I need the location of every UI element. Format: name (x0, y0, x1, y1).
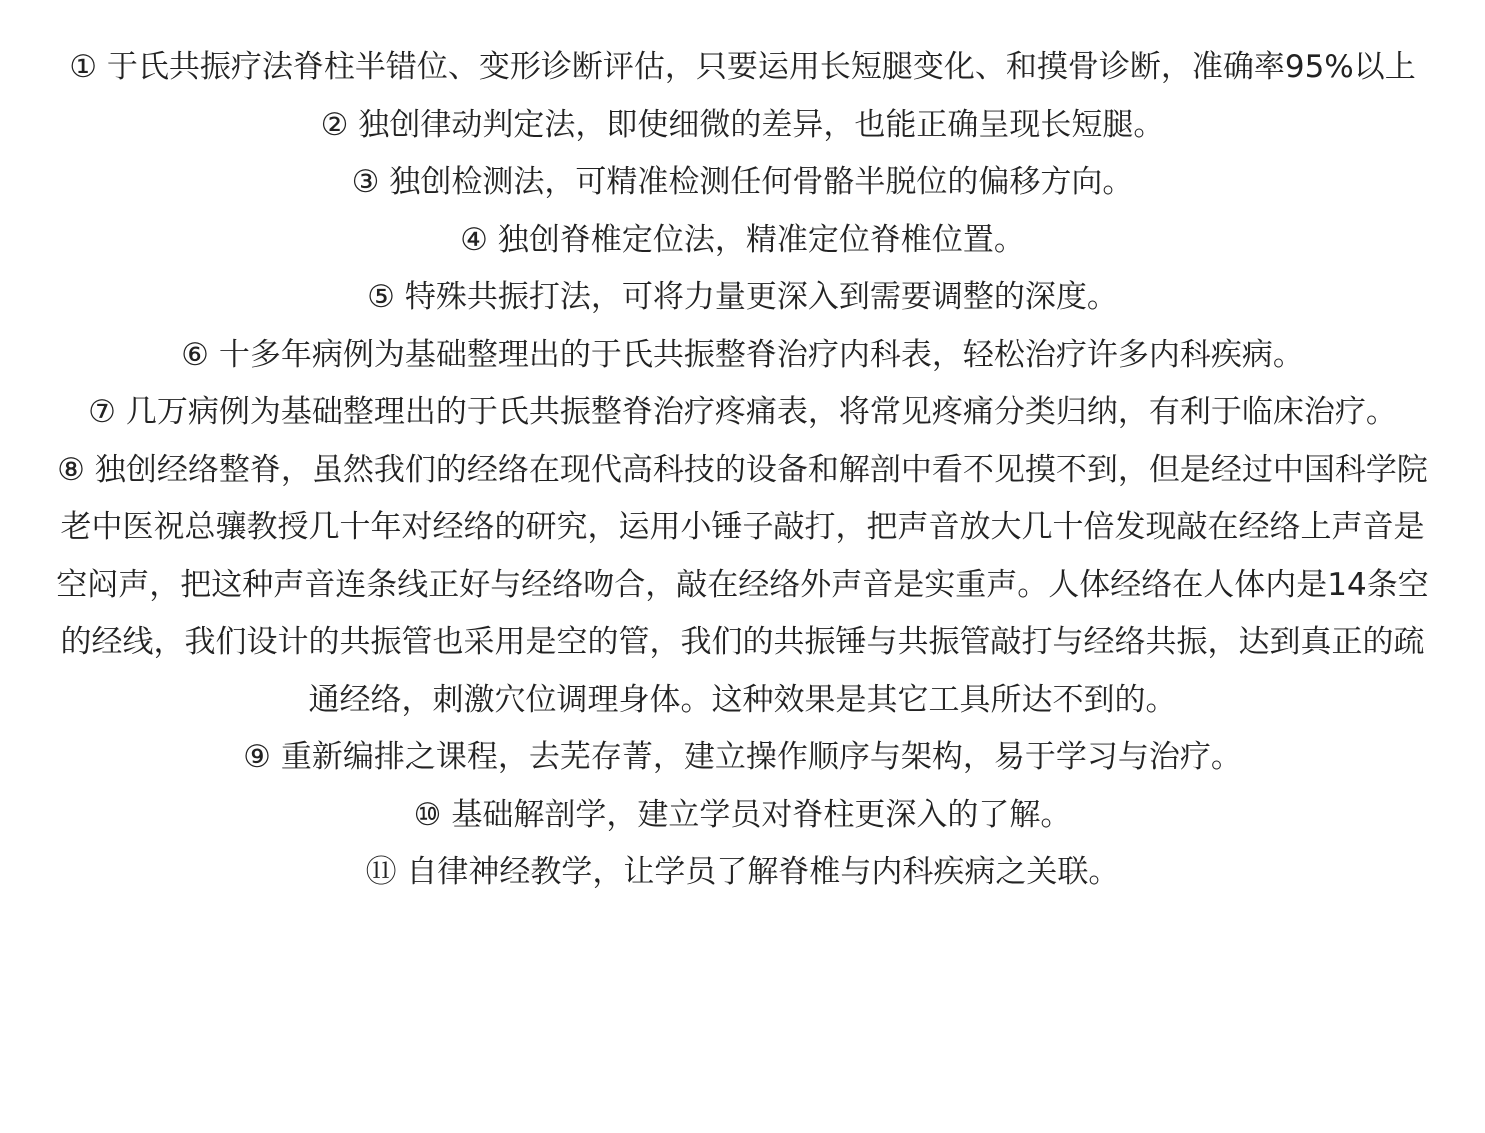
list-item-10: ⑩ 基础解剖学，建立学员对脊柱更深入的了解。 (413, 796, 1072, 833)
list-item-6: ⑥ 十多年病例为基础整理出的于氏共振整脊治疗内科表，轻松治疗许多内科疾病。 (181, 336, 1304, 373)
list-item-7: ⑦ 几万病例为基础整理出的于氏共振整脊治疗疼痛表，将常见疼痛分类归纳，有利于临床治疗。 (88, 394, 1397, 430)
list-item-9: ⑨ 重新编排之课程，去芜存菁，建立操作顺序与架构，易于学习与治疗。 (243, 739, 1242, 775)
list-item-1: ① 于氏共振疗法脊柱半错位、变形诊断评估，只要运用长短腿变化、和摸骨诊断，准确率95%以上 (69, 49, 1416, 85)
list-item-4: ④ 独创脊椎定位法，精准定位脊椎位置。 (460, 221, 1025, 258)
list-item-8: ⑧ 独创经络整脊，虽然我们的经络在现代高科技的设备和解剖中看不见摸不到，但是经过中国科学院老中医祝总骧教授几十年对经络的研究，运用小锤子敲打，把声音放大几十倍发现敲在经络上声音是空闷声，把这种声音连条线正好与经络吻合，敲在经络外声音是实重声。人体经络在人体内是14条空的经线，我们设计的共振管也采用是空的管，我们的共振锤与共振管敲打与经络共振，达到真正的疏通经络，刺激穴位调理身体。这种效果是其它工具所达不到的。 (56, 451, 1429, 718)
feature-list (50, 39, 1435, 902)
list-item-5: ⑤ 特殊共振打法，可将力量更深入到需要调整的深度。 (367, 279, 1118, 315)
list-item-2: ② 独创律动判定法，即使细微的差异，也能正确呈现长短腿。 (320, 106, 1165, 143)
list-item-3: ③ 独创检测法，可精准检测任何骨骼半脱位的偏移方向。 (351, 164, 1134, 200)
list-item-11: ⑪ 自律神经教学，让学员了解脊椎与内科疾病之关联。 (365, 854, 1120, 890)
